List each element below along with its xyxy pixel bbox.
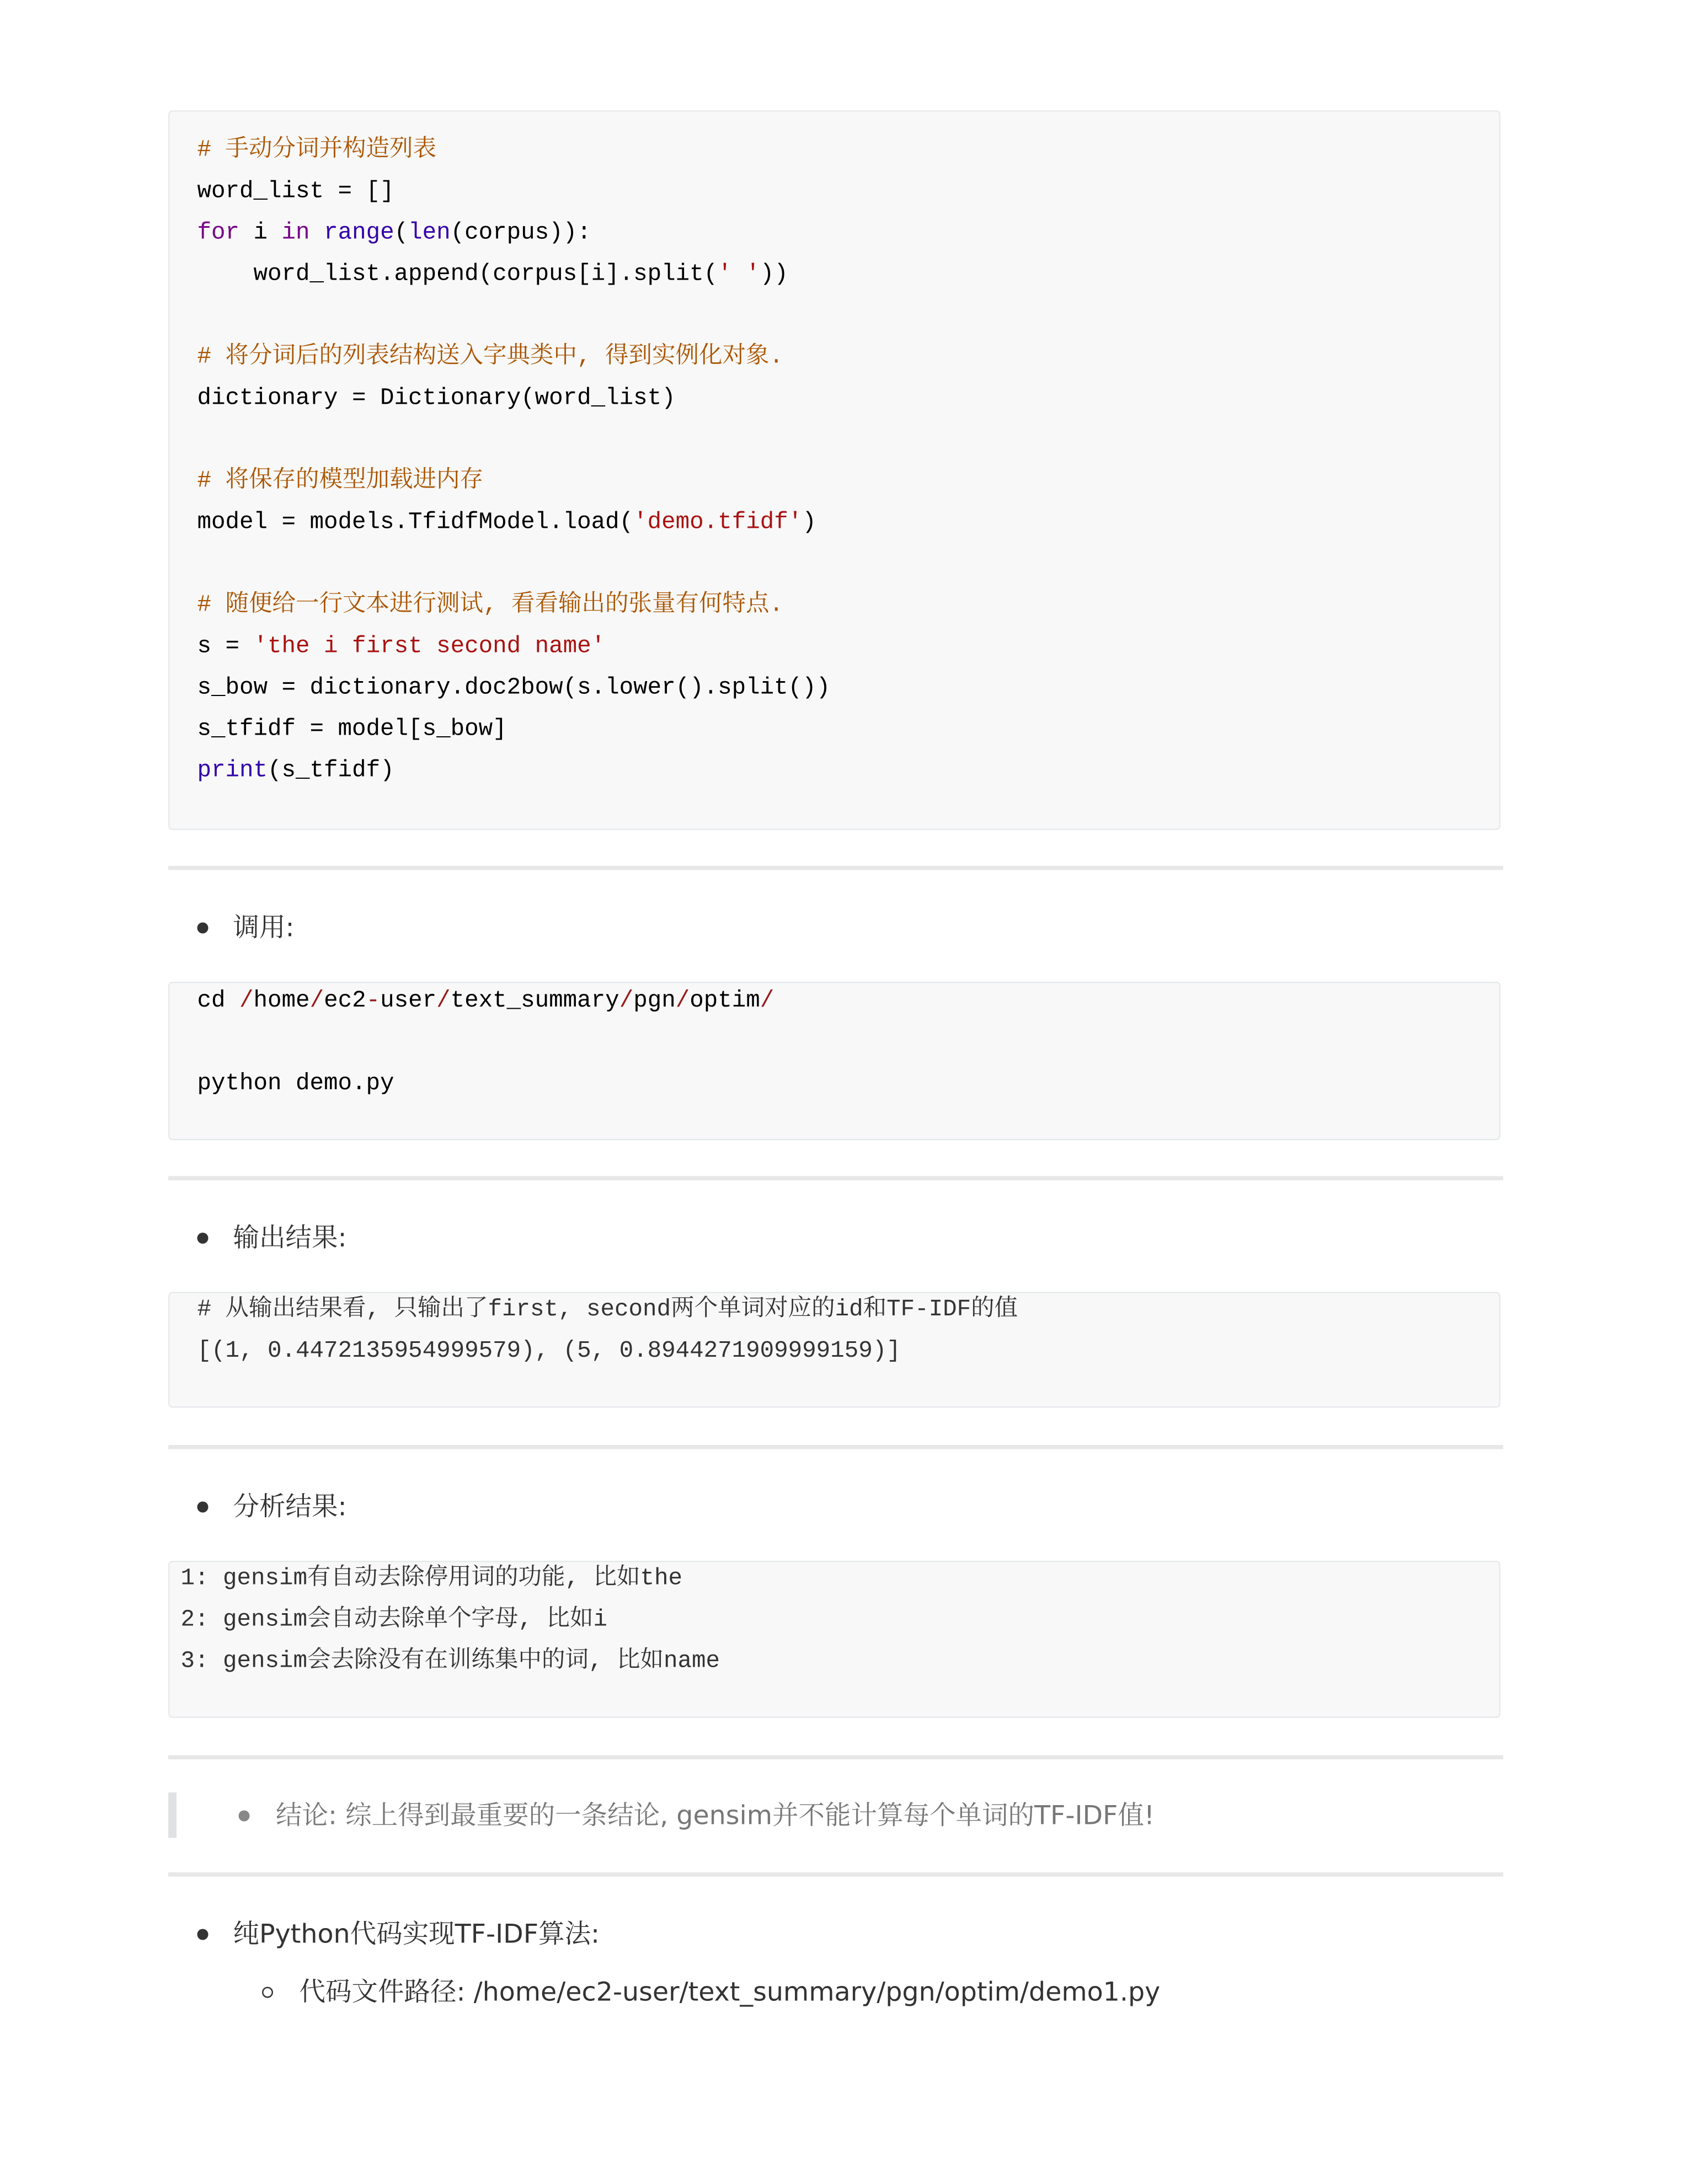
code-token: for — [197, 221, 240, 247]
bullet-call: 调用: — [233, 913, 295, 943]
code-token: # 随便给一行文本进行测试, 看看输出的张量有何特点. — [197, 593, 784, 619]
code-token: (corpus)): — [450, 221, 591, 247]
bullet-icon — [239, 1811, 250, 1822]
code-block-tfidf-demo — [168, 110, 1500, 830]
conclusion-text: 结论: 综上得到最重要的一条结论, gensim并不能计算每个单词的TF-IDF值! — [276, 1801, 1155, 1831]
code-token — [310, 221, 324, 247]
code-token: 1: gensim有自动去除停用词的功能, 比如the — [180, 1566, 683, 1593]
code-line — [197, 669, 831, 710]
divider — [168, 1872, 1503, 1877]
code-line — [197, 628, 606, 669]
bullet-pure-python: 纯Python代码实现TF-IDF算法: — [233, 1919, 600, 1950]
code-file-path: 代码文件路径: /home/ec2-user/text_summary/pgn/optim/demo1.py — [299, 1977, 1161, 2008]
code-token: i — [239, 221, 282, 247]
code-token: print — [197, 758, 268, 785]
code-token: 2: gensim会自动去除单个字母, 比如i — [180, 1608, 608, 1634]
code-token: - — [366, 988, 381, 1015]
code-token: model = models.TfidfModel.load( — [197, 510, 634, 537]
divider — [168, 1445, 1503, 1449]
code-token: pgn — [633, 988, 676, 1015]
code-block-output — [168, 1292, 1500, 1408]
code-token: text_summary — [450, 988, 619, 1015]
code-line — [181, 1642, 720, 1684]
code-token: / — [239, 988, 254, 1015]
code-line — [197, 379, 676, 421]
code-token: ' ' — [718, 262, 760, 288]
code-token: / — [760, 988, 774, 1015]
code-line — [197, 131, 437, 173]
code-token: s_bow = dictionary.doc2bow(s.lower().split()) — [197, 676, 831, 702]
code-token: / — [309, 988, 324, 1015]
divider — [168, 1755, 1503, 1760]
code-token: # 将分词后的列表结构送入字典类中, 得到实例化对象. — [197, 345, 784, 371]
bullet-icon — [197, 1233, 209, 1244]
code-line — [197, 255, 788, 297]
code-line — [197, 1064, 394, 1106]
code-line — [197, 710, 507, 752]
sub-bullet-circle-icon — [262, 1987, 273, 1998]
code-token: 'the i first second name' — [253, 634, 606, 661]
code-token: s = — [197, 634, 254, 661]
code-token: optim — [690, 988, 760, 1015]
bullet-output: 输出结果: — [233, 1223, 347, 1254]
code-block-analysis — [168, 1561, 1500, 1718]
code-line — [181, 1601, 608, 1642]
code-line — [197, 338, 784, 379]
code-token: python demo.py — [197, 1071, 394, 1098]
bullet-icon — [197, 1929, 209, 1940]
code-token: / — [436, 988, 451, 1015]
code-line — [181, 1560, 683, 1601]
code-token: dictionary = Dictionary(word_list) — [197, 386, 676, 413]
code-token: ) — [802, 510, 816, 537]
code-line — [197, 214, 591, 255]
code-token: s_tfidf = model[s_bow] — [197, 717, 507, 743]
blockquote-border — [168, 1792, 177, 1838]
code-token: cd — [197, 988, 240, 1015]
divider — [168, 1176, 1503, 1181]
code-line — [197, 504, 816, 545]
code-token: # 手动分词并构造列表 — [197, 138, 437, 164]
bullet-icon — [197, 1502, 209, 1513]
divider — [168, 866, 1503, 870]
code-token: # 从输出结果看, 只输出了first, second两个单词对应的id和TF-IDF的值 — [197, 1297, 1018, 1324]
code-token: word_list = [] — [197, 179, 394, 206]
code-token: / — [675, 988, 690, 1015]
code-token: len — [408, 221, 451, 247]
code-token: user — [380, 988, 437, 1015]
code-token: )) — [760, 262, 788, 288]
code-token: 'demo.tfidf' — [633, 510, 803, 537]
code-line — [197, 752, 394, 793]
bullet-icon — [197, 923, 209, 934]
code-block-run-command — [168, 982, 1500, 1141]
code-line — [197, 982, 774, 1023]
code-line — [197, 1291, 1018, 1332]
code-token: # 将保存的模型加载进内存 — [197, 469, 484, 495]
code-line — [197, 173, 394, 214]
code-line — [197, 1332, 901, 1373]
code-line — [197, 586, 784, 628]
code-line — [197, 462, 484, 504]
code-token: 3: gensim会去除没有在训练集中的词, 比如name — [180, 1649, 720, 1676]
code-token: (s_tfidf) — [268, 758, 394, 785]
code-token: in — [281, 221, 310, 247]
code-token: / — [619, 988, 634, 1015]
code-token: word_list.append(corpus[i].split( — [197, 262, 718, 288]
code-token: [(1, 0.4472135954999579), (5, 0.8944271909999159)] — [197, 1339, 901, 1365]
code-token: ec2 — [324, 988, 366, 1015]
bullet-analysis: 分析结果: — [233, 1492, 347, 1522]
code-token: range — [324, 221, 394, 247]
code-token: ( — [394, 221, 409, 247]
code-token: home — [253, 988, 310, 1015]
